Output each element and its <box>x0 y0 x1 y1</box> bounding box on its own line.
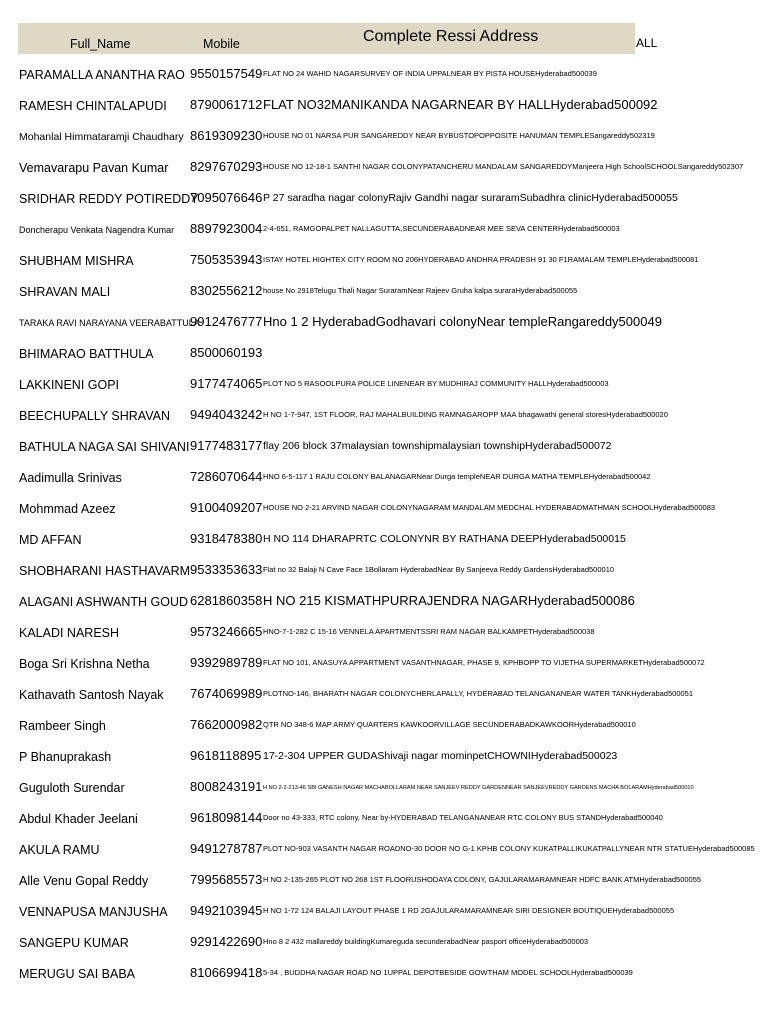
cell-address: flay 206 block 37malaysian townshipmalaysian townshipHyderabad500072 <box>263 440 612 452</box>
cell-mobile: 9177474065 <box>190 376 263 391</box>
cell-mobile: 8790061712 <box>190 97 263 112</box>
cell-mobile: 8500060193 <box>190 345 263 360</box>
table-row <box>0 91 768 122</box>
cell-mobile: 9494043242 <box>190 407 263 422</box>
cell-full-name: BHIMARAO BATTHULA <box>19 347 154 361</box>
cell-full-name: Mohanlal Himmataramji Chaudhary <box>19 131 184 143</box>
cell-mobile: 7505353943 <box>190 252 263 267</box>
table-row <box>0 432 768 463</box>
cell-mobile: 9100409207 <box>190 500 263 515</box>
table-row <box>0 773 768 804</box>
cell-full-name: Rambeer Singh <box>19 719 106 733</box>
table-row <box>0 649 768 680</box>
cell-mobile: 9291422690 <box>190 934 263 949</box>
cell-mobile: 9618098144 <box>190 810 263 825</box>
cell-full-name: SRIDHAR REDDY POTIREDDY <box>19 192 199 206</box>
cell-mobile: 8619309230 <box>190 128 263 143</box>
table-row <box>0 494 768 525</box>
cell-address: HOUSE NO 01 NARSA PUR SANGAREDDY NEAR BYBUSTOPOPPOSITE HANUMAN TEMPLESangareddy502319 <box>263 131 655 140</box>
cell-mobile: 9912476777 <box>190 314 263 329</box>
cell-full-name: AKULA RAMU <box>19 843 100 857</box>
cell-full-name: MD AFFAN <box>19 533 82 547</box>
table-row <box>0 122 768 153</box>
cell-full-name: Abdul Khader Jeelani <box>19 812 138 826</box>
cell-mobile: 9550157549 <box>190 66 263 81</box>
cell-address: H NO 1-7-947, 1ST FLOOR, RAJ MAHALBUILDING RAMNAGAROPP MAA bhagawathi general storesHyderabad500020 <box>263 410 668 419</box>
cell-address: Flat no 32 Balaji N Cave Face 1Bollaram HyderabadNear By Sanjeeva Reddy GardensHyderabad500010 <box>263 565 615 574</box>
cell-address: 5-34 , BUDDHA NAGAR ROAD NO 1UPPAL DEPOTBESIDE GOWTHAM MODEL SCHOOLHyderabad500039 <box>263 968 633 977</box>
cell-full-name: Guguloth Surendar <box>19 781 125 795</box>
cell-full-name: BEECHUPALLY SHRAVAN <box>19 409 170 423</box>
cell-address: H NO 1-72 124 BALAJI LAYOUT PHASE 1 RD 2GAJULARAMARAMNEAR SIRI DESIGNER BOUTIQUEHyderabad500055 <box>263 906 675 915</box>
cell-mobile: 9177483177 <box>190 438 263 453</box>
cell-address: FLAT NO32MANIKANDA NAGARNEAR BY HALLHyderabad500092 <box>263 97 658 112</box>
table-row <box>0 277 768 308</box>
table-row <box>0 339 768 370</box>
table-row <box>0 463 768 494</box>
cell-full-name: ALAGANI ASHWANTH GOUD <box>19 595 189 609</box>
cell-mobile: 7662000982 <box>190 717 263 732</box>
cell-mobile: 9573246665 <box>190 624 263 639</box>
column-header-address: Complete Ressi Address <box>363 28 539 45</box>
table-row <box>0 742 768 773</box>
cell-mobile: 8297670293 <box>190 159 263 174</box>
cell-address: HOUSE NO 12-18-1 SANTHI NAGAR COLONYPATANCHERU MANDALAM SANGAREDDYManjeera High SchoolSCHOOLSangareddy502307 <box>263 162 744 171</box>
cell-mobile: 9318478380 <box>190 531 263 546</box>
cell-mobile: 9533353633 <box>190 562 263 577</box>
cell-mobile: 8897923004 <box>190 221 263 236</box>
cell-address: Hno 8 2 432 mallareddy buildingKumareguda secunderabadNear pasport officeHyderabad500003 <box>263 937 589 946</box>
cell-address: FLAT NO 101, ANASUYA APPARTMENT VASANTHNAGAR, PHASE 9, KPHBOPP TO VIJETHA SUPERMARKETHyderabad500072 <box>263 658 705 667</box>
cell-address: PLOT NO-903 VASANTH NAGAR ROADNO-30 DOOR NO G-1 KPHB COLONY KUKATPALLIKUKATPALLYNEAR NTR STATUEHyderabad500085 <box>263 844 755 853</box>
table-row <box>0 215 768 246</box>
cell-address: ISTAY HOTEL HIGHTEX CITY ROOM NO 206HYDERABAD ANDHRA PRADESH 91 30 F1RAMALAM TEMPLEHyderabad500081 <box>263 255 699 264</box>
cell-mobile: 7995685573 <box>190 872 263 887</box>
table-row <box>0 804 768 835</box>
table-row <box>0 866 768 897</box>
cell-address: HNO 6-5-117 1 RAJU COLONY BALANAGARNear Durga templeNEAR DURGA MATHA TEMPLEHyderabad500042 <box>263 472 651 481</box>
cell-address: H NO 2-2-213-46 SBI GANESH NAGAR MACHABOLLARAM NEAR SANJEEV REDDY GARDENNEAR SANJEEVREDDY GARDENS MACHA BOLARAMHyderabad500010 <box>263 785 694 791</box>
table-row <box>0 928 768 959</box>
table-row <box>0 246 768 277</box>
cell-mobile: 7674069989 <box>190 686 263 701</box>
cell-mobile: 8008243191 <box>190 779 263 794</box>
cell-mobile: 8106699418 <box>190 965 263 980</box>
cell-address: H NO 2-135-265 PLOT NO 268 1ST FLOORUSHODAYA COLONY, GAJULARAMARAMNEAR HDFC BANK ATMHyderabad500055 <box>263 875 702 884</box>
table-header <box>18 23 635 54</box>
cell-full-name: Doncherapu Venkata Nagendra Kumar <box>19 225 175 235</box>
table-row <box>0 680 768 711</box>
table-row <box>0 308 768 339</box>
cell-full-name: PARAMALLA ANANTHA RAO <box>19 68 185 82</box>
cell-full-name: Aadimulla Srinivas <box>19 471 122 485</box>
cell-mobile: 9618118895 <box>190 748 262 763</box>
table-row <box>0 959 768 990</box>
cell-address: Hno 1 2 HyderabadGodhavari colonyNear templeRangareddy500049 <box>263 314 662 329</box>
cell-address: FLAT NO 24 WAHID NAGARSURVEY OF INDIA UPPALNEAR BY PISTA HOUSEHyderabad500039 <box>263 69 597 78</box>
cell-full-name: LAKKINENI GOPI <box>19 378 120 392</box>
cell-full-name: SANGEPU KUMAR <box>19 936 129 950</box>
cell-address: PLOTNO-146, BHARATH NAGAR COLONYCHERLAPALLY, HYDERABAD TELANGANANEAR WATER TANKHyderabad500051 <box>263 689 694 698</box>
cell-full-name: BATHULA NAGA SAI SHIVANI <box>19 440 190 454</box>
table-row <box>0 60 768 91</box>
cell-mobile: 7095076646 <box>190 190 263 205</box>
cell-address: HOUSE NO 2-21 ARVIND NAGAR COLONYNAGARAM MANDALAM MEDCHAL HYDERABADMATHMAN SCHOOLHyderabad500083 <box>263 503 716 512</box>
table-row <box>0 525 768 556</box>
cell-full-name: Vemavarapu Pavan Kumar <box>19 161 169 175</box>
table-row <box>0 618 768 649</box>
cell-full-name: KALADI NARESH <box>19 626 120 640</box>
column-header-full-name: Full_Name <box>70 37 131 51</box>
cell-full-name: Boga Sri Krishna Netha <box>19 657 150 671</box>
table-row <box>0 897 768 928</box>
cell-address: house No 2918Telugu Thali Nagar SuraramNear Rajeev Gruha kalpa suraraHyderabad500055 <box>263 286 578 295</box>
column-header-mobile: Mobile <box>203 37 240 51</box>
cell-full-name: Mohmmad Azeez <box>19 502 116 516</box>
cell-address: 2-4-651, RAMGOPALPET NALLAGUTTA,SECUNDERABADNEAR MEE SEVA CENTERHyderabad500003 <box>263 224 620 233</box>
cell-mobile: 9491278787 <box>190 841 263 856</box>
table-row <box>0 556 768 587</box>
table-row <box>0 835 768 866</box>
cell-full-name: SHRAVAN MALI <box>19 285 111 299</box>
cell-full-name: RAMESH CHINTALAPUDI <box>19 99 167 113</box>
cell-full-name: MERUGU SAI BABA <box>19 967 135 981</box>
cell-mobile: 9392989789 <box>190 655 263 670</box>
cell-address: Door no 43-333, RTC colony, Near by-HYDERABAD TELANGANANEAR RTC COLONY BUS STANDHyderabad500040 <box>263 813 663 822</box>
table-row <box>0 587 768 618</box>
cell-full-name: TARAKA RAVI NARAYANA VEERABATTULA <box>19 318 200 328</box>
cell-full-name: SHUBHAM MISHRA <box>19 254 134 268</box>
cell-address: H NO 215 KISMATHPURRAJENDRA NAGARHyderabad500086 <box>263 593 635 608</box>
table-row <box>0 711 768 742</box>
table-row <box>0 153 768 184</box>
cell-mobile: 6281860358 <box>190 593 263 608</box>
cell-full-name: P Bhanuprakash <box>19 750 112 764</box>
cell-full-name: Kathavath Santosh Nayak <box>19 688 164 702</box>
cell-address: P 27 saradha nagar colonyRajiv Gandhi nagar suraramSubadhra clinicHyderabad500055 <box>263 192 678 204</box>
cell-mobile: 9492103945 <box>190 903 263 918</box>
cell-address: H NO 114 DHARAPRTC COLONYNR BY RATHANA DEEPHyderabad500015 <box>263 533 626 545</box>
column-header-all: ALL <box>636 36 658 50</box>
table-row <box>0 184 768 215</box>
cell-address: HNO-7-1-282 C 15-16 VENNELA APARTMENTSSRI RAM NAGAR BALKAMPETHyderabad500038 <box>263 627 595 636</box>
table-row <box>0 401 768 432</box>
cell-full-name: SHOBHARANI HASTHAVARM <box>19 564 191 578</box>
cell-address: 17-2-304 UPPER GUDAShivaji nagar mominpetCHOWNIHyderabad500023 <box>263 750 618 762</box>
cell-full-name: VENNAPUSA MANJUSHA <box>19 905 168 919</box>
cell-full-name: Alle Venu Gopal Reddy <box>19 874 149 888</box>
cell-address: QTR NO 348-6 MAP ARMY QUARTERS KAWKOORVILLAGE SECUNDERABADKAWKOORHyderabad500010 <box>263 720 636 729</box>
cell-mobile: 7286070644 <box>190 469 263 484</box>
table-row <box>0 370 768 401</box>
cell-address: PLOT NO 5 RASOOLPURA POLICE LINENEAR BY MUDHIRAJ COMMUNITY HALLHyderabad500003 <box>263 379 609 388</box>
cell-mobile: 8302556212 <box>190 283 263 298</box>
